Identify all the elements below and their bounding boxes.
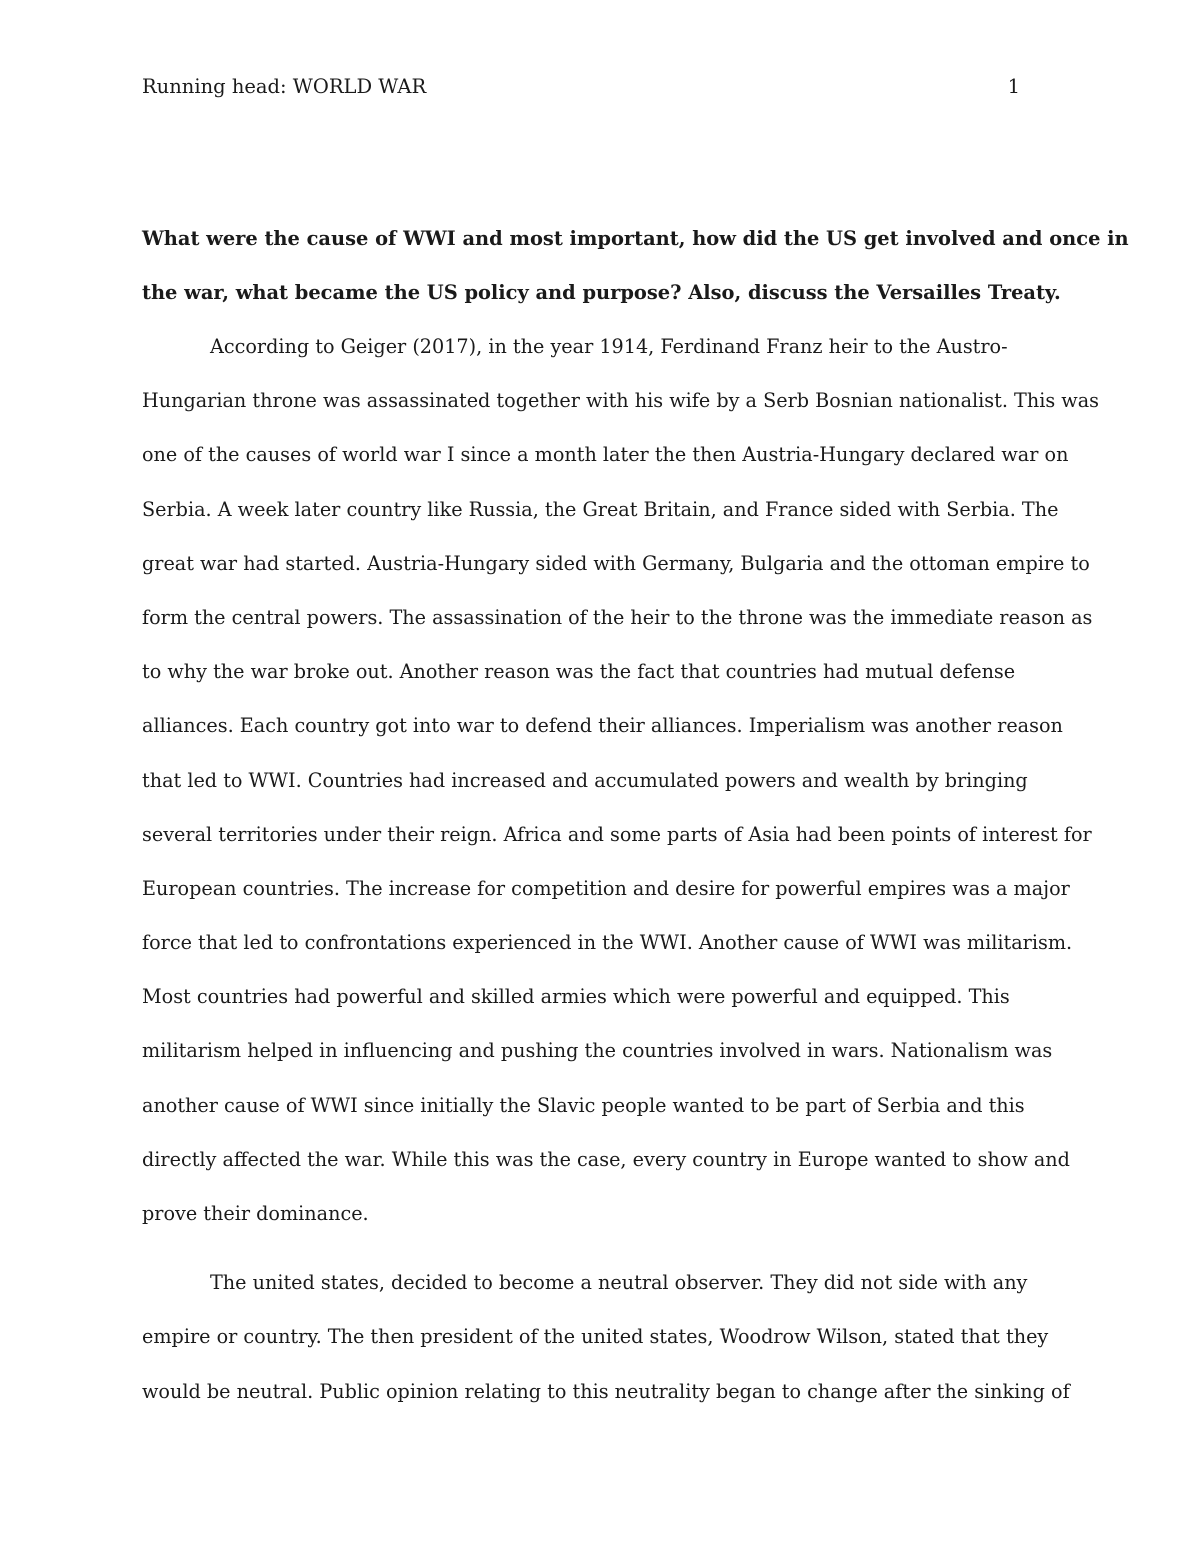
paragraph-causes bbox=[142, 320, 1099, 1241]
essay-body bbox=[142, 320, 1099, 1419]
body-line: According to Geiger (2017), in the year 1914, Ferdinand Franz heir to the Austro- bbox=[210, 335, 1008, 358]
body-line: Hungarian throne was assassinated together with his wife by a Serb Bosnian nationalist. This was bbox=[142, 389, 1099, 413]
body-line: alliances. Each country got into war to defend their alliances. Imperialism was another reason bbox=[142, 714, 1063, 738]
body-line: great war had started. Austria-Hungary sided with Germany, Bulgaria and the ottoman empire to bbox=[142, 551, 1090, 575]
paragraph-spacer bbox=[142, 1241, 1099, 1256]
body-line: Most countries had powerful and skilled armies which were powerful and equipped. This bbox=[142, 985, 1010, 1009]
body-line: The united states, decided to become a neutral observer. They did not side with any bbox=[210, 1271, 1028, 1295]
essay-question-title bbox=[142, 212, 1129, 320]
body-line: directly affected the war. While this was the case, every country in Europe wanted to show and bbox=[142, 1147, 1070, 1171]
body-line: Serbia. A week later country like Russia, the Great Britain, and France sided with Serbia. The bbox=[142, 497, 1059, 521]
page-number: 1 bbox=[1007, 75, 1020, 98]
body-line: to why the war broke out. Another reason was the fact that countries had mutual defense bbox=[142, 660, 1016, 684]
body-line: that led to WWI. Countries had increased and accumulated powers and wealth by bringing bbox=[142, 768, 1028, 792]
body-line: another cause of WWI since initially the Slavic people wanted to be part of Serbia and this bbox=[142, 1093, 1025, 1117]
body-line: would be neutral. Public opinion relating to this neutrality began to change after the sinking of bbox=[142, 1379, 1070, 1403]
body-line: force that led to confrontations experienced in the WWI. Another cause of WWI was militarism. bbox=[142, 931, 1073, 955]
body-line: empire or country. The then president of the united states, Woodrow Wilson, stated that they bbox=[142, 1325, 1049, 1349]
body-line: prove their dominance. bbox=[142, 1202, 369, 1225]
body-line: militarism helped in influencing and pushing the countries involved in wars. Nationalism was bbox=[142, 1039, 1053, 1063]
body-line: one of the causes of world war I since a month later the then Austria-Hungary declared war on bbox=[142, 443, 1069, 467]
title-line: What were the cause of WWI and most important, how did the US get involved and once in bbox=[142, 227, 1129, 250]
running-head: Running head: WORLD WAR bbox=[142, 75, 427, 98]
paragraph-us-neutrality bbox=[142, 1256, 1099, 1419]
title-line: the war, what became the US policy and purpose? Also, discuss the Versailles Treaty. bbox=[142, 281, 1061, 304]
body-line: form the central powers. The assassination of the heir to the throne was the immediate reason as bbox=[142, 605, 1093, 629]
body-line: several territories under their reign. Africa and some parts of Asia had been points of interest for bbox=[142, 822, 1092, 846]
body-line: European countries. The increase for competition and desire for powerful empires was a major bbox=[142, 876, 1070, 900]
